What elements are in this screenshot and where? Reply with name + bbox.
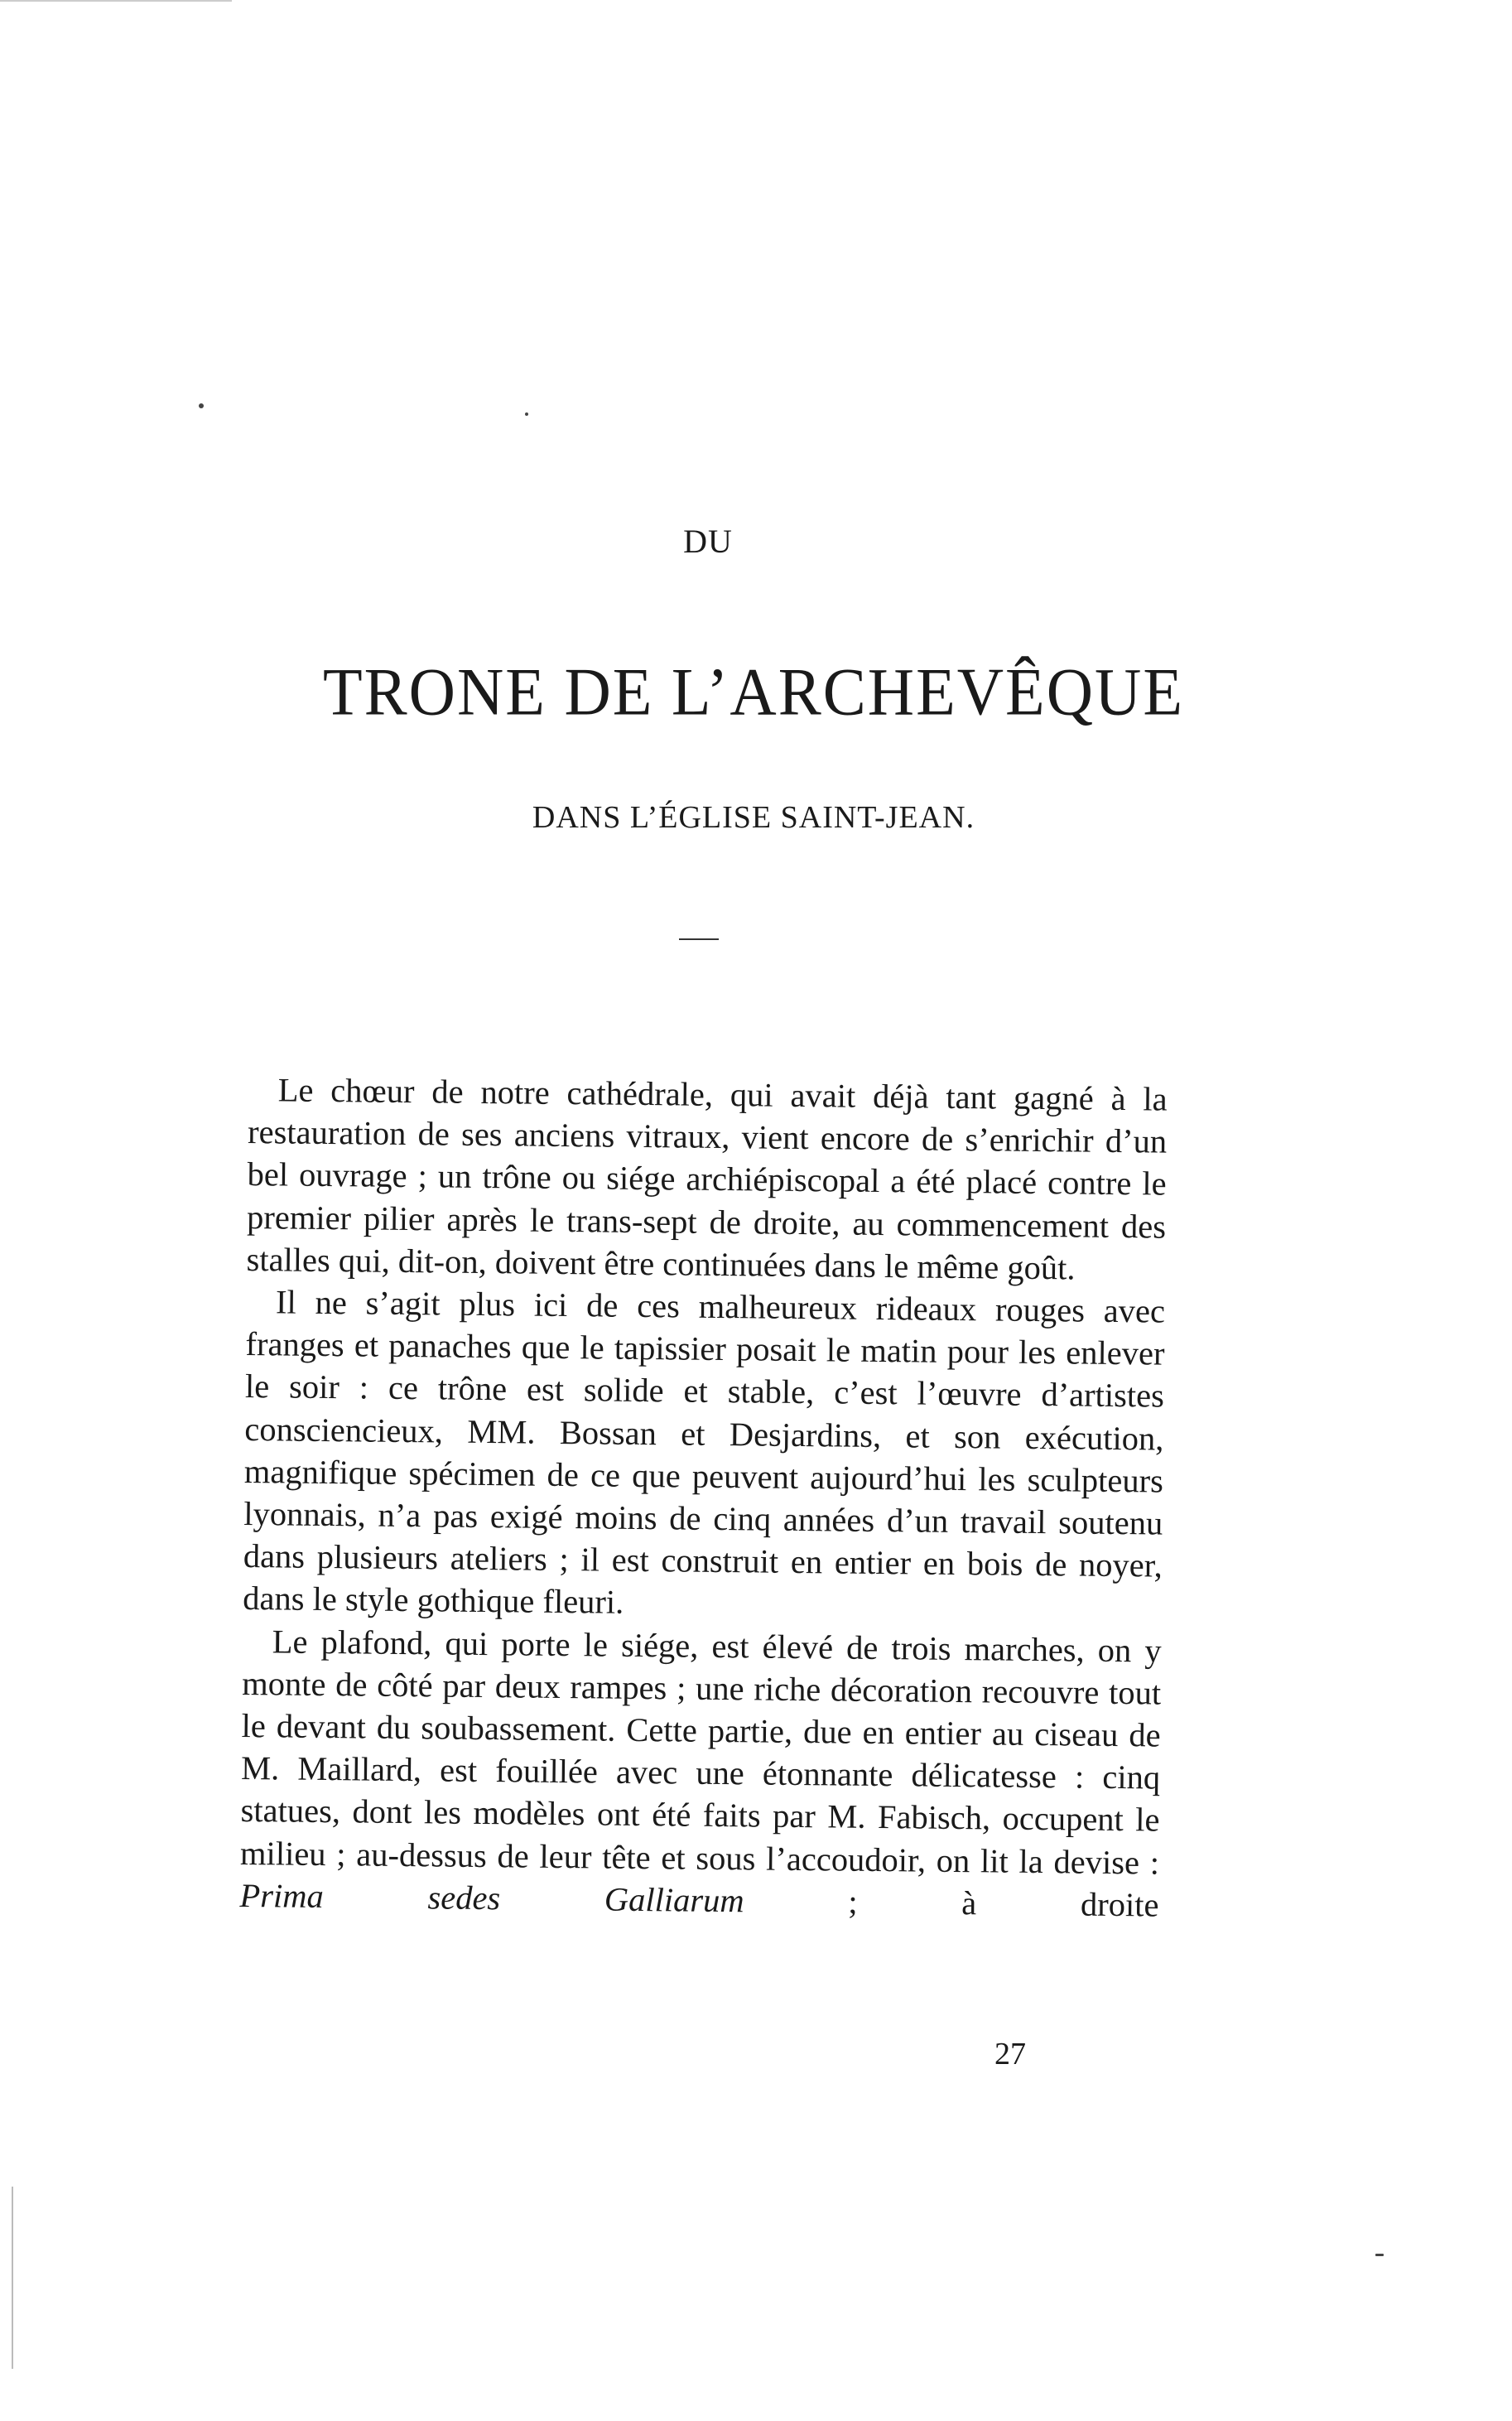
scan-speck bbox=[12, 2187, 13, 2369]
latin-motto: Prima sedes Galliarum bbox=[239, 1876, 744, 1920]
scan-speck bbox=[1375, 2254, 1384, 2256]
paragraph bbox=[239, 1620, 1162, 1927]
paragraph-text: ; à droite bbox=[744, 1882, 1159, 1924]
pre-title: DU bbox=[683, 523, 733, 560]
scan-speck bbox=[525, 412, 528, 416]
paragraph: Il ne s’agit plus ici de ces malheureux rideaux rouges avec franges et panaches que le tapissier posait le matin pour les enlever le soir : ce trône est solide et stable, c’est l’œuvre d’artistes consciencieux, MM. Bossan et Desjardins, et son exécution, magnifique spécimen de ce que peuvent aujourd’hui les sculpteurs lyonnais, n’a pas exigé moins de cinq années d’un travail soutenu dans plusieurs ateliers ; il est construit en entier en bois de noyer, dans le style gothique fleuri. bbox=[243, 1283, 1166, 1622]
scan-speck bbox=[199, 403, 204, 408]
page-number: 27 bbox=[994, 2037, 1026, 2071]
scan-speck bbox=[0, 0, 232, 2]
page-title: TRONE DE L’ARCHEVÊQUE bbox=[322, 653, 1185, 730]
body-text bbox=[239, 1068, 1168, 1927]
subtitle: DANS L’ÉGLISE SAINT-JEAN. bbox=[532, 800, 975, 835]
separator-rule bbox=[679, 938, 719, 940]
paragraph: Le chœur de notre cathédrale, qui avait déjà tant gagné à la restauration de ses anciens vitraux, vient encore de s’enrichir d’un bel ouvrage ; un trône ou siége archiépiscopal a été placé contre le premier pilier après le trans-sept de droite, au commencement des stalles qui, dit-on, doivent être continuées dans le même goût. bbox=[246, 1071, 1168, 1287]
paragraph-text: Le plafond, qui porte le siége, est élevé de trois marches, on y monte de côté par deux rampes ; une riche décoration recouvre tout le devant du soubassement. Cette partie, due en entier au ciseau de M. Maillard, est fouillée avec une étonnante délicatesse : cinq statues, dont les modèles ont été faits par M. Fabisch, occupent le milieu ; au-dessus de leur tête et sous l’accoudoir, on lit la devise : bbox=[239, 1622, 1162, 1882]
